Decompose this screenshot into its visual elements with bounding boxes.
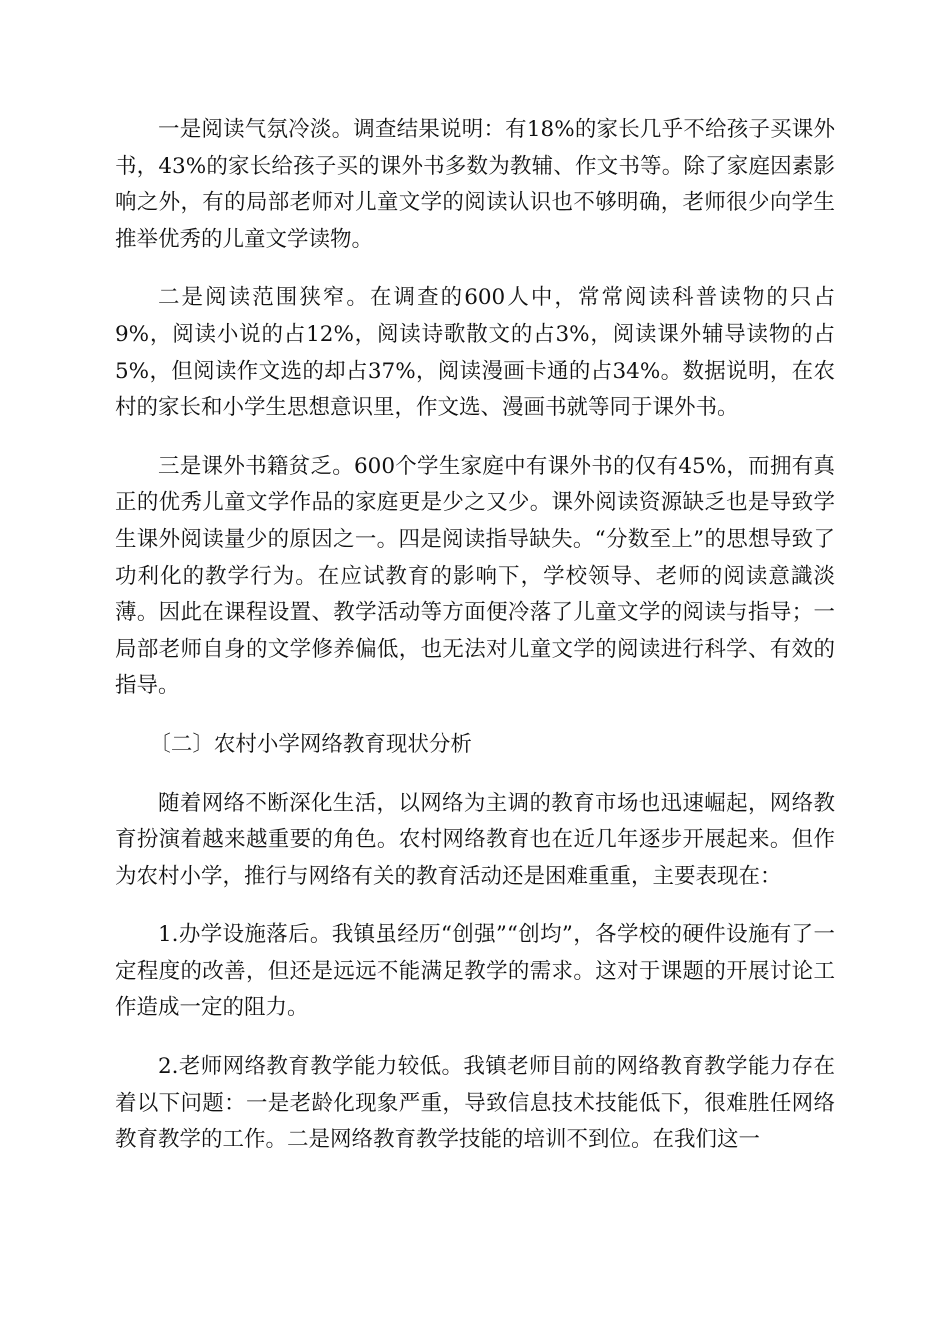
paragraph-reading-scope: 二是阅读范围狭窄。在调查的600人中，常常阅读科普读物的只占9%，阅读小说的占12%，阅读诗歌散文的占3%，阅读课外辅导读物的占5%，但阅读作文选的却占37%，阅读漫画卡通的占34%。数据说明，在农村的家长和小学生思想意识里，作文选、漫画书就等同于课外书。	[115, 285, 835, 421]
paragraph-reading-atmosphere: 一是阅读气氛冷淡。调查结果说明：有18%的家长几乎不给孩子买课外书，43%的家长给孩子买的课外书多数为教辅、作文书等。除了家庭因素影响之外，有的局部老师对儿童文学的阅读认识也不够明确，老师很少向学生推举优秀的儿童文学读物。	[115, 117, 835, 252]
paragraph-teacher-ability: 2.老师网络教育教学能力较低。我镇老师目前的网络教育教学能力存在着以下问题：一是老龄化现象严重，导致信息技术技能低下，很难胜任网络教育教学的工作。二是网络教育教学技能的培训不到位。在我们这一	[115, 1054, 835, 1153]
paragraph-facilities: 1.办学设施落后。我镇虽经历“创强”“创均”，各学校的硬件设施有了一定程度的改善，但还是远远不能满足教学的需求。这对于课题的开展讨论工作造成一定的阻力。	[115, 922, 835, 1021]
section-heading: 〔二〕农村小学网络教育现状分析	[149, 731, 472, 757]
paragraph-book-shortage: 三是课外书籍贫乏。600个学生家庭中有课外书的仅有45%，而拥有真正的优秀儿童文学作品的家庭更是少之又少。课外阅读资源缺乏也是导致学生课外阅读量少的原因之一。四是阅读指导缺失。“分数至上”的思想导致了功利化的教学行为。在应试教育的影响下，学校领导、老师的阅读意識淡薄。因此在课程设置、教学活动等方面便冷落了儿童文学的阅读与指导；一局部老师自身的文学修养偏低，也无法对儿童文学的阅读进行科学、有效的指导。	[115, 453, 835, 699]
document-body	[115, 112, 835, 1181]
paragraph-network-education-intro: 随着网络不断深化生活，以网络为主调的教育市场也迅速崛起，网络教育扮演着越来越重要的角色。农村网络教育也在近几年逐步开展起来。但作为农村小学，推行与网络有关的教育活动还是困难重重，主要表现在：	[115, 790, 835, 889]
